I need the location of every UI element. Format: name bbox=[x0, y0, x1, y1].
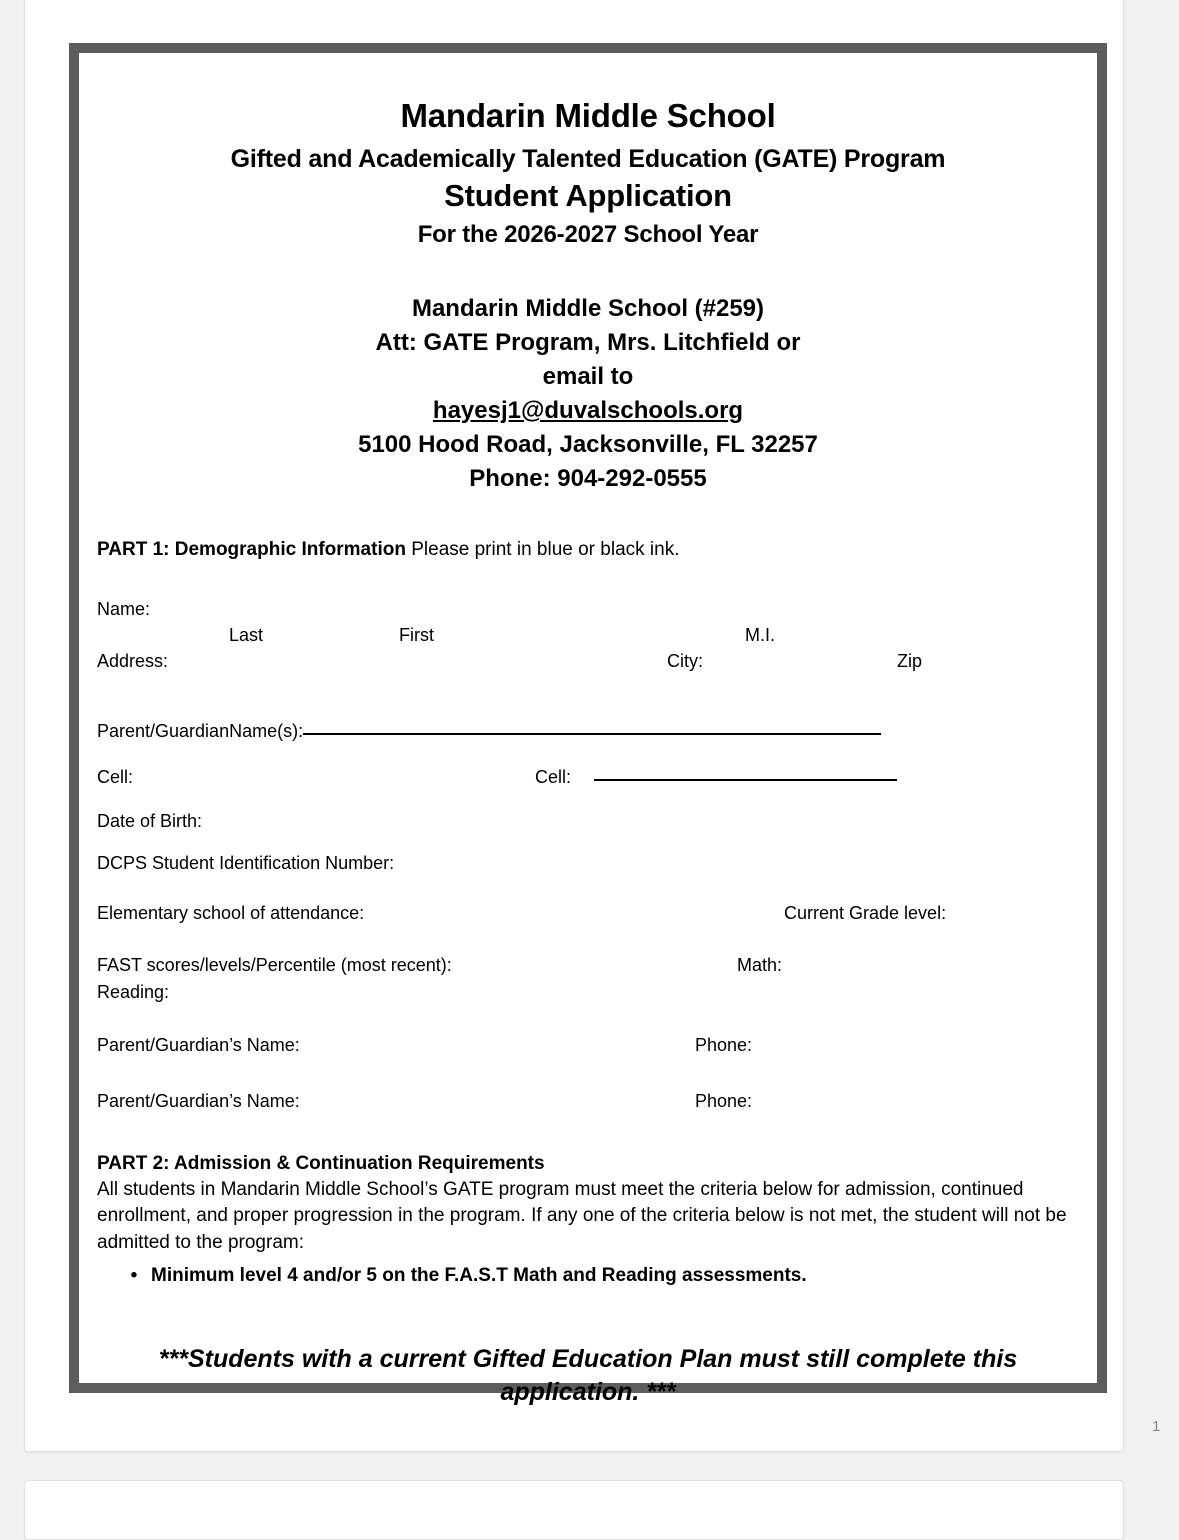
city-label: City: bbox=[667, 651, 703, 672]
reading-score-row[interactable] bbox=[97, 980, 1079, 1004]
first-name-label: First bbox=[399, 625, 434, 646]
cell-input-line-2[interactable] bbox=[594, 765, 897, 789]
contact-phone-line: Phone: 904-292-0555 bbox=[469, 465, 707, 493]
address-field-row[interactable] bbox=[97, 649, 1079, 673]
cell-label-1: Cell: bbox=[97, 767, 134, 788]
dcps-student-id-row[interactable] bbox=[97, 851, 1079, 875]
parent-guardian-name-label-1: Parent/Guardian’s Name: bbox=[97, 1034, 300, 1055]
bullet-icon: • bbox=[130, 1265, 138, 1287]
contact-email-intro: email to bbox=[542, 362, 634, 390]
contact-attn-line: Att: GATE Program, Mrs. Litchfield or bbox=[375, 328, 801, 356]
parent-guardian-names-label: Parent/GuardianName(s): bbox=[97, 721, 304, 742]
name-field-row[interactable] bbox=[97, 597, 1079, 621]
parent-guardian-name-label-2: Parent/Guardian’s Name: bbox=[97, 1090, 300, 1111]
current-grade-label: Current Grade level: bbox=[784, 903, 947, 924]
gifted-plan-notice: ***Students with a current Gifted Education Plan must still complete this application. *** bbox=[158, 1345, 1018, 1407]
middle-initial-label: M.I. bbox=[745, 625, 775, 646]
contact-school-line: Mandarin Middle School (#259) bbox=[411, 294, 765, 322]
page-number-indicator: 1 bbox=[1152, 1418, 1161, 1435]
application-title: Student Application bbox=[444, 178, 732, 214]
last-name-label: Last bbox=[229, 625, 264, 646]
date-of-birth-label: Date of Birth: bbox=[97, 811, 203, 832]
school-year-title: For the 2026-2027 School Year bbox=[417, 221, 759, 249]
reading-score-label: Reading: bbox=[97, 982, 170, 1003]
cell-label-2: Cell: bbox=[535, 767, 572, 788]
part2-body-text: All students in Mandarin Middle School’s GATE program must meet the criteria below for admission, continued enrollment, and proper progression in the program. If any one of the criteria below is not met, the student will not be admitted to the program: bbox=[97, 1178, 1067, 1254]
fast-scores-row[interactable] bbox=[97, 953, 1079, 979]
document-page-2 bbox=[24, 1480, 1124, 1540]
contact-block bbox=[97, 292, 1079, 496]
contact-email-link[interactable]: hayesj1@duvalschools.org bbox=[432, 397, 744, 425]
parent-phone-label-2: Phone: bbox=[695, 1090, 753, 1111]
name-label: Name: bbox=[97, 598, 151, 619]
contact-address-line: 5100 Hood Road, Jacksonville, FL 32257 bbox=[358, 431, 818, 459]
zip-label: Zip bbox=[897, 651, 923, 672]
program-title: Gifted and Academically Talented Education (GATE) Program bbox=[230, 144, 946, 173]
part1-heading bbox=[97, 538, 1079, 563]
form-border-frame bbox=[69, 43, 1107, 1407]
parent-guardian-2-row[interactable] bbox=[97, 1089, 1079, 1115]
math-score-label: Math: bbox=[737, 955, 783, 976]
document-page-1 bbox=[24, 0, 1124, 1452]
part1-heading-bold: PART 1: Demographic Information bbox=[97, 539, 406, 561]
cell-phone-row[interactable] bbox=[97, 765, 1079, 791]
dcps-student-id-label: DCPS Student Identification Number: bbox=[97, 853, 395, 874]
fast-scores-label: FAST scores/levels/Percentile (most recent): bbox=[97, 955, 452, 976]
parent-guardian-names-input-line[interactable] bbox=[303, 733, 881, 735]
school-title: Mandarin Middle School bbox=[400, 97, 776, 134]
part2-bullet-item bbox=[97, 1265, 1079, 1287]
part2-heading: PART 2: Admission & Continuation Requirements bbox=[97, 1152, 545, 1174]
parent-guardian-names-row[interactable] bbox=[97, 719, 1079, 743]
date-of-birth-row[interactable] bbox=[97, 809, 1079, 833]
part2-bullet-text: Minimum level 4 and/or 5 on the F.A.S.T Math and Reading assessments. bbox=[151, 1265, 807, 1287]
parent-guardian-1-row[interactable] bbox=[97, 1033, 1079, 1059]
form-content bbox=[79, 97, 1097, 1427]
parent-phone-label-1: Phone: bbox=[695, 1034, 753, 1055]
name-sublabels-row bbox=[97, 623, 1079, 647]
part1-heading-note: Please print in blue or black ink. bbox=[405, 539, 680, 561]
elementary-school-row[interactable] bbox=[97, 901, 1079, 927]
elementary-school-label: Elementary school of attendance: bbox=[97, 903, 365, 924]
address-label: Address: bbox=[97, 651, 169, 672]
